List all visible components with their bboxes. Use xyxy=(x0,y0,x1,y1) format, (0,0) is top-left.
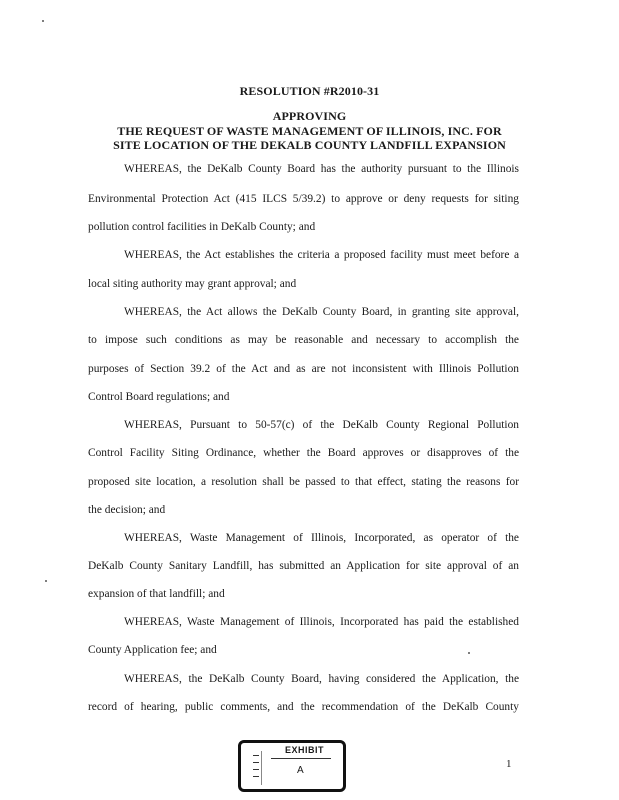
scan-speck xyxy=(468,652,470,654)
scan-speck xyxy=(45,580,47,582)
text-line: Environmental Protection Act (415 ILCS 5/39.2) to approve or deny requests for siting xyxy=(88,193,519,205)
text-line: WHEREAS, Pursuant to 50-57(c) of the DeKalb County Regional Pollution xyxy=(124,419,519,431)
text-line: Control Facility Siting Ordinance, whether the Board approves or disapproves of the xyxy=(88,447,519,459)
text-line: WHEREAS, the DeKalb County Board, having considered the Application, the xyxy=(124,673,519,685)
exhibit-underline xyxy=(271,758,331,759)
exhibit-sticker-tick xyxy=(253,776,259,777)
page-number: 1 xyxy=(506,758,512,770)
exhibit-letter: A xyxy=(297,765,304,776)
resolution-heading: RESOLUTION #R2010-31 xyxy=(239,84,380,98)
text-line: WHEREAS, the Act establishes the criteria a proposed facility must meet before a xyxy=(124,249,519,261)
exhibit-sticker-tick xyxy=(253,762,259,763)
text-line: expansion of that landfill; and xyxy=(88,588,225,600)
text-line: purposes of Section 39.2 of the Act and as are not inconsistent with Illinois Pollution xyxy=(88,363,519,375)
text-line: County Application fee; and xyxy=(88,644,217,656)
text-line: to impose such conditions as may be reasonable and necessary to accomplish the xyxy=(88,334,519,346)
text-line: proposed site location, a resolution shall be passed to that effect, stating the reasons for xyxy=(88,476,519,488)
text-line: WHEREAS, Waste Management of Illinois, Incorporated has paid the established xyxy=(124,616,519,628)
text-line: DeKalb County Sanitary Landfill, has submitted an Application for site approval of an xyxy=(88,560,519,572)
text-line: WHEREAS, the DeKalb County Board has the authority pursuant to the Illinois xyxy=(124,163,519,175)
exhibit-sticker-side-strip xyxy=(251,751,262,785)
text-line: WHEREAS, Waste Management of Illinois, Incorporated, as operator of the xyxy=(124,532,519,544)
exhibit-sticker xyxy=(238,740,346,792)
text-line: WHEREAS, the Act allows the DeKalb County Board, in granting site approval, xyxy=(124,306,519,318)
scan-speck xyxy=(42,20,44,22)
exhibit-sticker-tick xyxy=(253,755,259,756)
text-line: pollution control facilities in DeKalb County; and xyxy=(88,221,316,233)
resolution-subheading-approving: APPROVING xyxy=(272,109,347,123)
text-line: Control Board regulations; and xyxy=(88,391,230,403)
resolution-subheading-site: SITE LOCATION OF THE DEKALB COUNTY LANDFILL EXPANSION xyxy=(113,138,506,152)
resolution-subheading-request: THE REQUEST OF WASTE MANAGEMENT OF ILLINOIS, INC. FOR xyxy=(117,124,502,138)
text-line: the decision; and xyxy=(88,504,166,516)
exhibit-title: EXHIBIT xyxy=(285,745,325,755)
text-line: local siting authority may grant approval; and xyxy=(88,278,297,290)
exhibit-sticker-tick xyxy=(253,769,259,770)
text-line: record of hearing, public comments, and the recommendation of the DeKalb County xyxy=(88,701,519,713)
